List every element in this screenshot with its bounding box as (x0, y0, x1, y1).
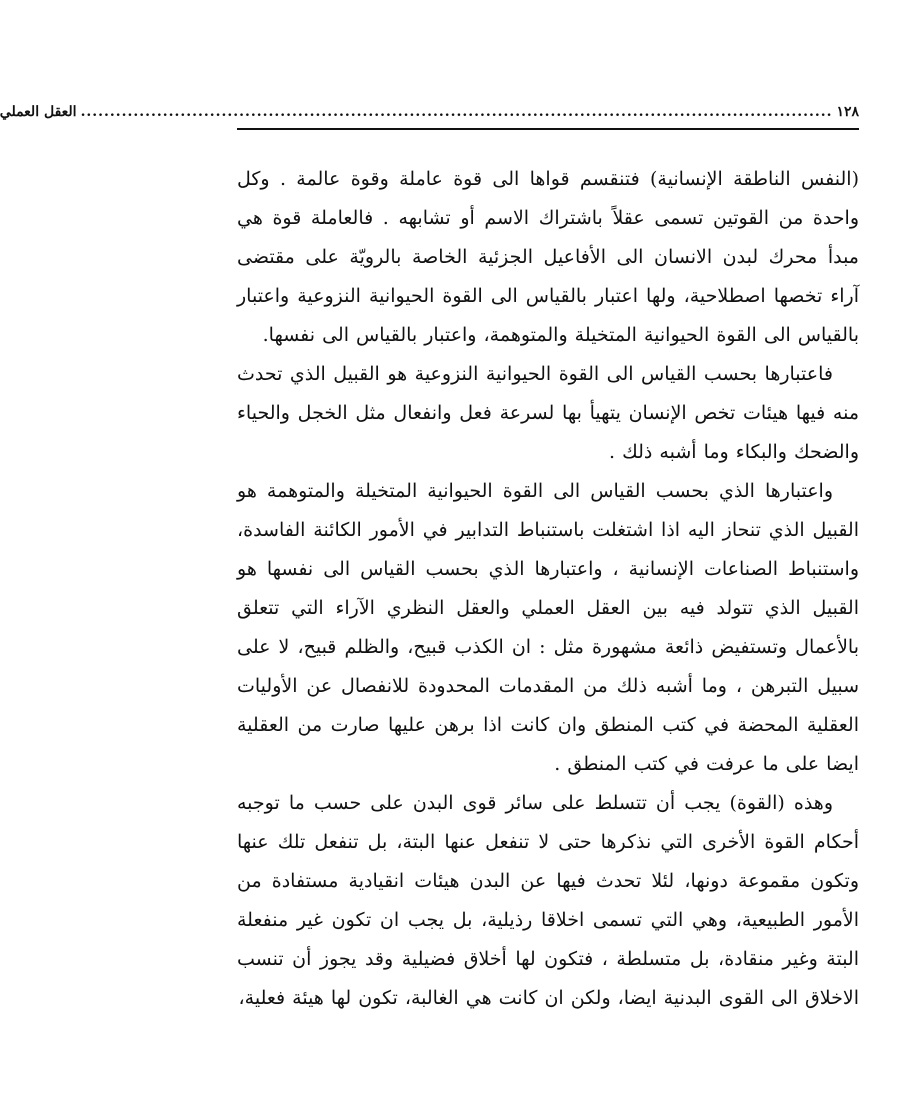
paragraph: واعتبارها الذي بحسب القياس الى القوة الحيوانية المتخيلة والمتوهمة هو القبيل الذي تنحاز اليه اذا اشتغلت باستنباط التدابير في الأمور الكائنة الفاسدة، واستنباط الصناعات الإنسانية ، واعتبارها الذي بحسب القياس الى نفسها هو القبيل الذي تتولد فيه بين العقل العملي والعقل النظري الآراء التي تتعلق بالأعمال وتستفيض ذائعة مشهورة مثل : ان الكذب قبيح، والظلم قبيح، لا على سبيل التبرهن ، وما أشبه ذلك من المقدمات المحدودة للانفصال عن الأوليات العقلية المحضة في كتب المنطق وان كانت اذا برهن عليها صارت من العقلية ايضا على ما عرفت في كتب المنطق . (237, 480, 859, 775)
running-header (0, 104, 859, 126)
paragraph: وهذه (القوة) يجب أن تتسلط على سائر قوى البدن على حسب ما توجبه أحكام القوة الأخرى التي نذكرها حتى لا تنفعل عنها البتة، بل تنفعل تلك عنها وتكون مقموعة دونها، لئلا تحدث فيها عن البدن هيئات انقيادية مستفادة من الأمور الطبيعية، وهي التي تسمى اخلاقا رذيلية، بل يجب ان تكون غير منفعلة البتة وغير منقادة، بل متسلطة ، فتكون لها أخلاق فضيلية وقد يجوز أن تنسب الاخلاق الى القوى البدنية ايضا، ولكن ان كانت هي الغالبة، تكون لها هيئة فعلية، (237, 792, 859, 1009)
running-header-title: العقل العملي (0, 104, 77, 120)
page-number: ١٢٨ (836, 104, 859, 120)
book-page (0, 104, 859, 1034)
paragraph: فاعتبارها بحسب القياس الى القوة الحيوانية النزوعية هو القبيل الذي تحدث منه فيها هيئات تخص الإنسان يتهيأ بها لسرعة فعل وانفعال مثل الخجل والحياء والضحك والبكاء وما أشبه ذلك . (237, 363, 859, 463)
paragraph: (النفس الناطقة الإنسانية) فتنقسم قواها الى قوة عاملة وقوة عالمة . وكل واحدة من القوتين تسمى عقلاً باشتراك الاسم أو تشابهه . فالعاملة قوة هي مبدأ محرك لبدن الانسان الى الأفاعيل الجزئية الخاصة بالرويّة على مقتضى آراء تخصها اصطلاحية، ولها اعتبار بالقياس الى القوة الحيوانية النزوعية واعتبار بالقياس الى القوة الحيوانية المتخيلة والمتوهمة، واعتبار بالقياس الى نفسها. (237, 168, 859, 346)
header-rule (237, 128, 859, 130)
body-text (237, 160, 859, 1018)
header-leader-dots: ................................................................................................................................ (80, 104, 833, 120)
